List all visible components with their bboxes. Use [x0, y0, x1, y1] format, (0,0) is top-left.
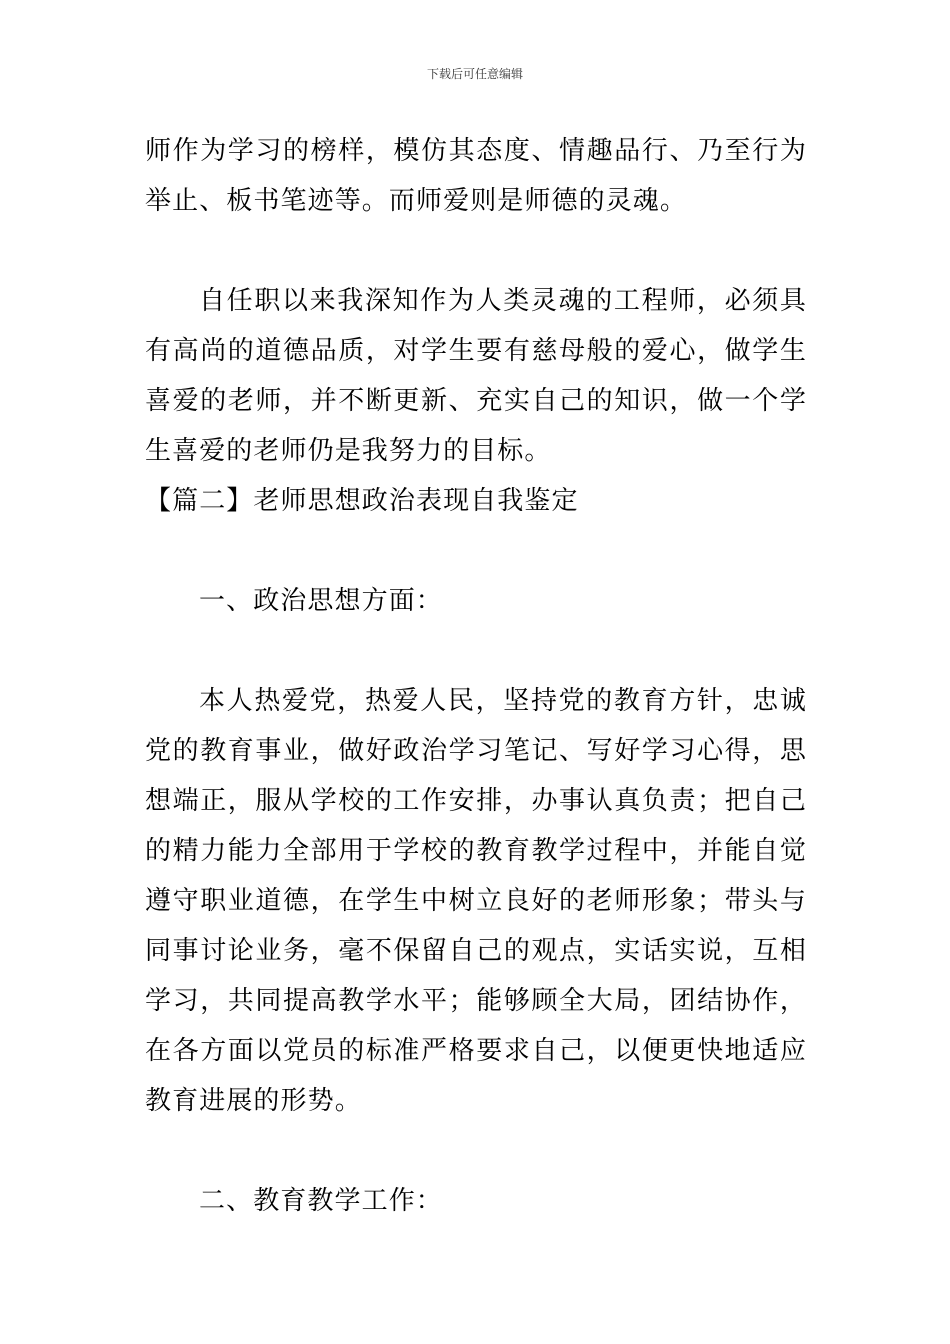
document-body — [145, 126, 807, 1226]
paragraph-career-goal: 自任职以来我深知作为人类灵魂的工程师，必须具有高尚的道德品质，对学生要有慈母般的爱心，做学生喜爱的老师，并不断更新、充实自己的知识，做一个学生喜爱的老师仍是我努力的目标。 — [145, 286, 807, 466]
paragraph-political-thought: 本人热爱党，热爱人民，坚持党的教育方针，忠诚党的教育事业，做好政治学习笔记、写好学习心得，思想端正，服从学校的工作安排，办事认真负责；把自己的精力能力全部用于学校的教育教学过程中，并能自觉遵守职业道德，在学生中树立良好的老师形象；带头与同事讨论业务，毫不保留自己的观点，实话实说，互相学习，共同提高教学水平；能够顾全大局，团结协作，在各方面以党员的标准严格要求自己，以便更快地适应教育进展的形势。 — [145, 686, 807, 1116]
section-title: 【篇二】老师思想政治表现自我鉴定 — [145, 486, 579, 516]
heading-political-thought: 一、政治思想方面： — [199, 586, 443, 616]
paragraph-continuation: 师作为学习的榜样，模仿其态度、情趣品行、乃至行为举止、板书笔迹等。而师爱则是师德的灵魂。 — [145, 136, 807, 216]
header-note: 下载后可任意编辑 — [426, 67, 523, 81]
heading-teaching-work: 二、教育教学工作： — [199, 1186, 443, 1216]
